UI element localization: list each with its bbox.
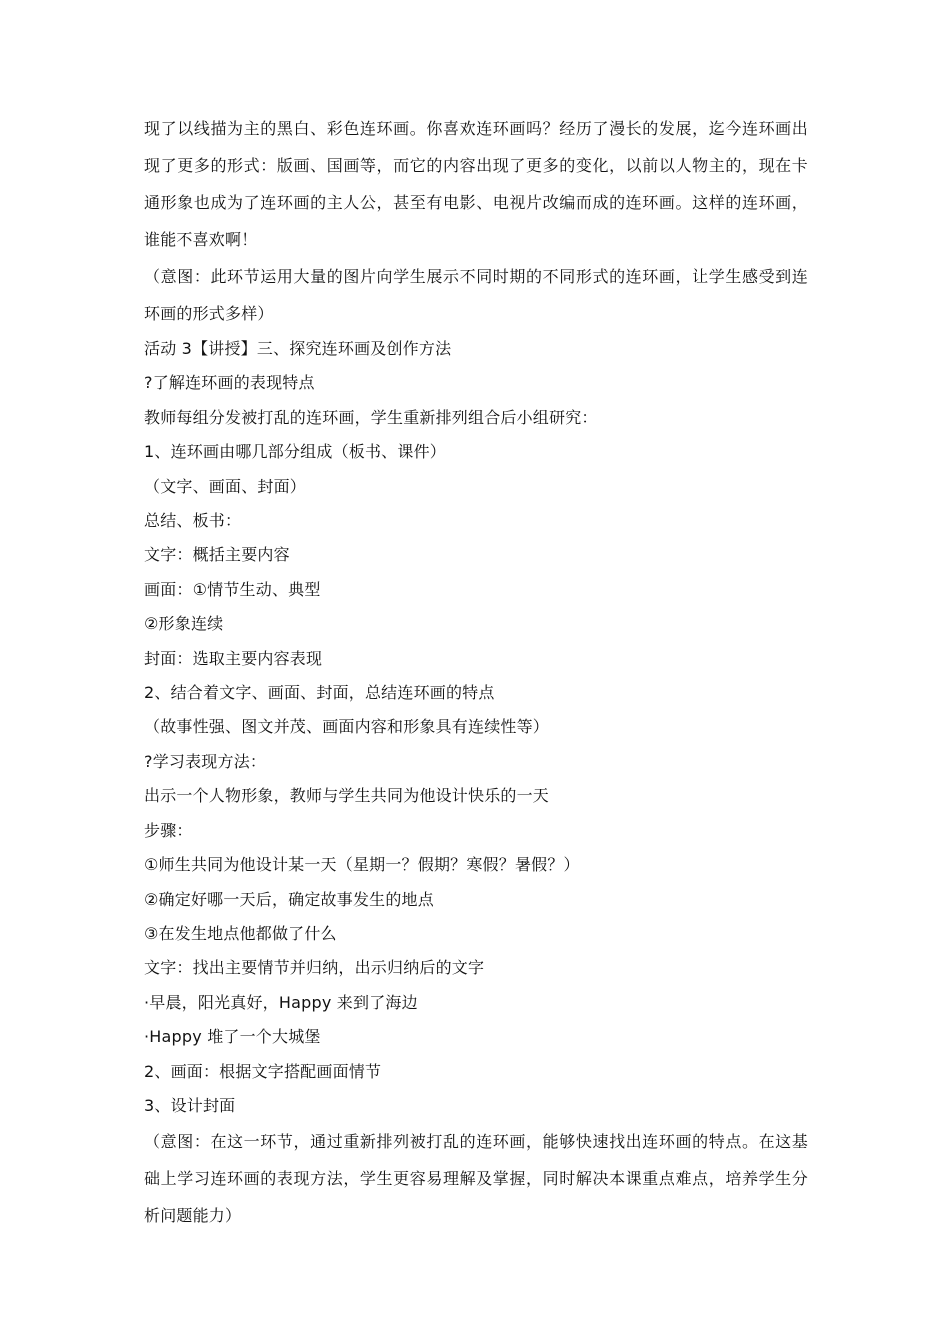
summary-text: 文字：概括主要内容 [144,545,290,565]
summary-label: 总结、板书： [144,511,242,531]
show-character: 出示一个人物形象，教师与学生共同为他设计快乐的一天 [144,786,550,806]
cover-step: 3、设计封面 [144,1095,236,1115]
steps-label: 步骤： [144,820,193,840]
intent-note-2: （意图：在这一环节，通过重新排列被打乱的连环画，能够快速找出连环画的特点。在这基础上学习连环画的表现方法，学生更容易理解及掌握，同时解决本课重点难点，培养学生分析问题能力） [144,1132,808,1226]
question-2: 2、结合着文字、画面、封面，总结连环画的特点 [144,683,495,703]
text-example-2: ·Happy 堆了一个大城堡 [144,1027,321,1047]
answer-2: （故事性强、图文并茂、画面内容和形象具有连续性等） [144,717,550,737]
document-body [144,110,808,1234]
picture-step: 2、画面：根据文字搭配画面情节 [144,1061,382,1081]
section-understand-features: ?了解连环画的表现特点 [144,373,315,393]
activity-heading: 活动 3【讲授】三、探究连环画及创作方法 [144,339,452,358]
question-1: 1、连环画由哪几部分组成（板书、课件） [144,442,446,462]
step-3: ③在发生地点他都做了什么 [144,923,337,943]
intent-note-1: （意图：此环节运用大量的图片向学生展示不同时期的不同形式的连环画，让学生感受到连环画的形式多样） [144,267,808,323]
summary-picture: 画面：①情节生动、典型 [144,579,321,599]
section-learn-methods: ?学习表现方法： [144,751,267,771]
teacher-instruction: 教师每组分发被打乱的连环画，学生重新排列组合后小组研究： [144,407,598,427]
intro-paragraph: 现了以线描为主的黑白、彩色连环画。你喜欢连环画吗？经历了漫长的发展，迄今连环画出现了更多的形式：版画、国画等，而它的内容出现了更多的变化，以前以人物主的，现在卡通形象也成为了连环画的主人公，甚至有电影、电视片改编而成的连环画。这样的连环画，谁能不喜欢啊！ [144,119,808,249]
summary-cover: 封面：选取主要内容表现 [144,648,323,668]
text-example-1: ·早晨，阳光真好，Happy 来到了海边 [144,992,418,1012]
step-2: ②确定好哪一天后，确定故事发生的地点 [144,889,434,909]
summary-picture-2: ②形象连续 [144,614,224,634]
step-1: ①师生共同为他设计某一天（星期一？假期？寒假？暑假？） [144,855,580,875]
text-step: 文字：找出主要情节并归纳，出示归纳后的文字 [144,958,485,978]
answer-1: （文字、画面、封面） [144,476,307,496]
